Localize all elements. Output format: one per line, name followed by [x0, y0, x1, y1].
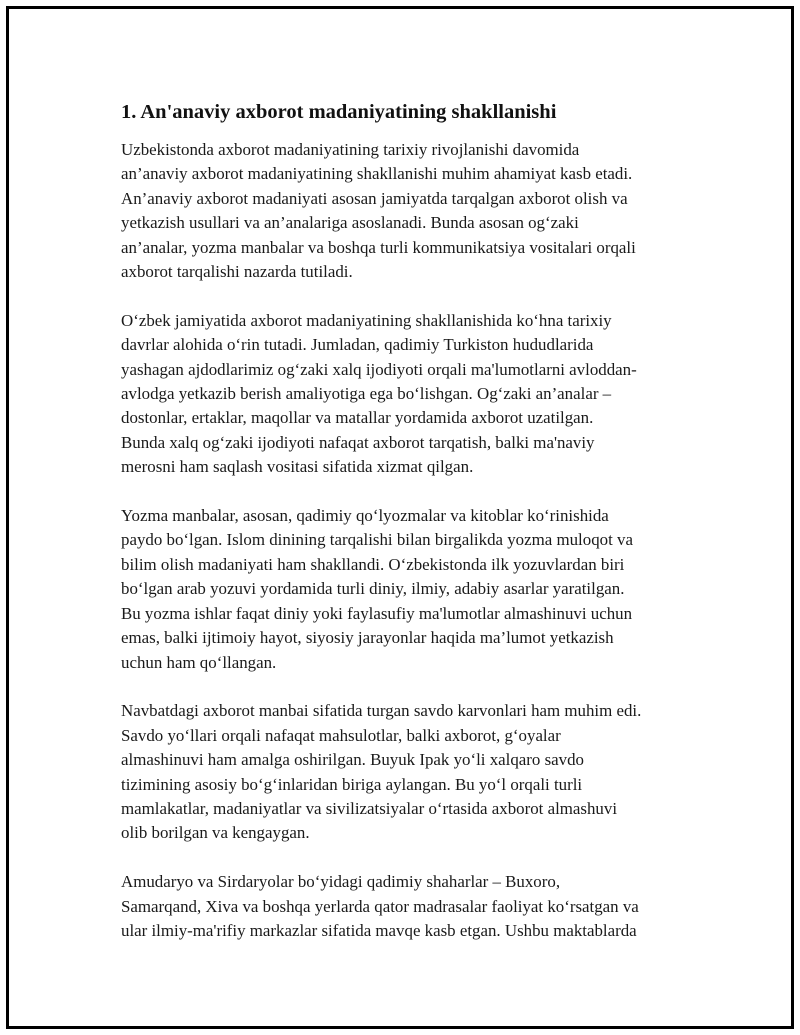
text-line: boʻlgan arab yozuvi yordamida turli diniy, ilmiy, adabiy asarlar yaratilgan. — [121, 579, 625, 599]
text-line: yashagan ajdodlarimiz ogʻzaki xalq ijodiyoti orqali ma'lumotlarni avloddan- — [121, 359, 637, 379]
text-line: mamlakatlar, madaniyatlar va sivilizatsiyalar oʻrtasida axborot almashuvi — [121, 798, 618, 818]
text-line: dostonlar, ertaklar, maqollar va matallar yordamida axborot uzatilgan. — [121, 408, 594, 428]
text-line: Yozma manbalar, asosan, qadimiy qoʻlyozmalar va kitoblar koʻrinishida — [121, 506, 609, 526]
text-line: Savdo yoʻllari orqali nafaqat mahsulotlar, balki axborot, gʻoyalar — [121, 725, 561, 745]
section-heading: 1. An'anaviy axborot madaniyatining shakllanishi — [121, 101, 557, 123]
text-line: paydo boʻlgan. Islom dinining tarqalishi bilan birgalikda yozma muloqot va — [121, 530, 633, 550]
text-line: merosni ham saqlash vositasi sifatida xizmat qilgan. — [121, 457, 474, 477]
paragraph-2 — [121, 309, 701, 480]
text-line: an’analar, yozma manbalar va boshqa turli kommunikatsiya vositalari orqali — [121, 237, 636, 257]
text-line: bilim olish madaniyati ham shakllandi. Oʻzbekistonda ilk yozuvlardan biri — [121, 554, 625, 574]
document-body — [121, 98, 701, 968]
text-line: tizimining asosiy boʻgʻinlaridan biriga aylangan. Bu yoʻl orqali turli — [121, 774, 583, 794]
text-line: olib borilgan va kengaygan. — [121, 823, 310, 843]
text-line: Samarqand, Xiva va boshqa yerlarda qator madrasalar faoliyat koʻrsatgan va — [121, 896, 639, 916]
text-line: Amudaryo va Sirdaryolar boʻyidagi qadimiy shaharlar – Buxoro, — [121, 872, 561, 892]
text-line: almashinuvi ham amalga oshirilgan. Buyuk Ipak yoʻli xalqaro savdo — [121, 750, 584, 770]
text-line: axborot tarqalishi nazarda tutiladi. — [121, 262, 353, 282]
text-line: davrlar alohida oʻrin tutadi. Jumladan, qadimiy Turkiston hududlarida — [121, 335, 594, 355]
text-line: Oʻzbek jamiyatida axborot madaniyatining shakllanishida koʻhna tarixiy — [121, 310, 612, 330]
text-line: Uzbekistonda axborot madaniyatining tarixiy rivojlanishi davomida — [121, 140, 580, 159]
paragraph-4 — [121, 699, 701, 845]
paragraph-3 — [121, 504, 701, 675]
text-line: yetkazish usullari va an’analariga asoslanadi. Bunda asosan ogʻzaki — [121, 213, 579, 233]
text-line: emas, balki ijtimoiy hayot, siyosiy jarayonlar haqida ma’lumot yetkazish — [121, 628, 614, 648]
text-line: avlodga yetkazib berish amaliyotiga ega boʻlishgan. Ogʻzaki an’analar – — [121, 384, 612, 404]
text-line: uchun ham qoʻllangan. — [121, 652, 277, 672]
text-line: Navbatdagi axborot manbai sifatida turgan savdo karvonlari ham muhim edi. — [121, 701, 642, 721]
page-frame — [6, 6, 794, 1029]
text-line: An’anaviy axborot madaniyati asosan jamiyatda tarqalgan axborot olish va — [121, 188, 628, 208]
text-line: Bunda xalq ogʻzaki ijodiyoti nafaqat axborot tarqatish, balki ma'naviy — [121, 432, 595, 452]
paragraph-1 — [121, 138, 701, 284]
paragraph-5 — [121, 870, 701, 943]
text-line: ular ilmiy-ma'rifiy markazlar sifatida mavqe kasb etgan. Ushbu maktablarda — [121, 920, 637, 940]
text-line: an’anaviy axborot madaniyatining shakllanishi muhim ahamiyat kasb etadi. — [121, 164, 633, 184]
text-line: Bu yozma ishlar faqat diniy yoki faylasufiy ma'lumotlar almashinuvi uchun — [121, 603, 633, 623]
